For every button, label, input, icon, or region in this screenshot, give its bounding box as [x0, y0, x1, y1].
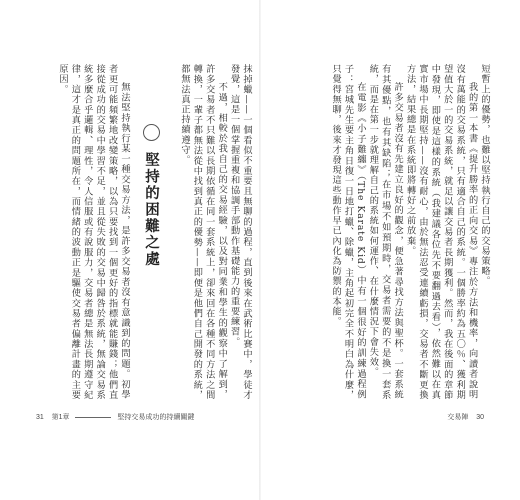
paragraph: 我的第一本書《提升勝率的正向交易》專注於方法和機率，向讀者說明沒有萬能的交易系統，只有適合自己的系統。一個勝率約為五〇％、獲利期望值大於一的交易系統，就足以讓交易者長期獲利。然而，我在後面的章節中發現，即使是這樣的系統（我建議各位先不要翻過去看），依然難以在真實市場中長期堅持——沒有耐心，由於無法忍受連續虧損，交易者不斷更換方法，結果總是在系統即將轉好之前放棄。: [404, 64, 478, 400]
running-title: 交易陣: [447, 414, 469, 421]
section-heading-text: 堅持的困難之處: [143, 152, 159, 268]
paragraph: 在電影《小子難纏》（The Karate Kid）中有一個很好的訓練過程例子：宮城先生要主角日復一日地打蠟、除蠟，主角起初完全不明白為什麼，只覺得無聊，後來才發現這些動作早已內化為防禦的本能。: [330, 64, 366, 400]
chapter-label: 第1章: [51, 414, 70, 421]
paragraph: 抹掉蠟——一個看似不重要且無聊的過程，直到後來在武術比賽中，學徒才發覺，這是一個掌握重複和協調手部動作基礎能力的重要練習。: [228, 64, 252, 400]
paragraph: 許多交易者沒有先建立良好的觀念，便急著尋找方法與聖杯。一套系統有其優點，也有其缺陷；在市場不如預期時，交易者需要的不是換一套系統，而是在第一步就理解自己的系統如何運作、在什麼情況下會失效。: [367, 64, 404, 400]
running-title: 堅持交易成功的持續關鍵: [117, 414, 195, 421]
left-page-body-upper: [170, 64, 252, 400]
page-number: 30: [476, 414, 484, 421]
heading-circle-icon: [143, 124, 160, 141]
page-number: 31: [36, 414, 44, 421]
page-gutter: [259, 0, 261, 500]
paragraph: 無法堅持執行某一種交易方法，是許多交易者沒有意識到的問題。初學者更可能頻繁地改變策略，以為只要找到一個更好的指標就能賺錢；他們直接從成功的交易中學習不足，並且從失敗的交易中歸咎於系統，無論交易系統多麼合乎邏輯、理性，令人信服或有說服力，交易者總是無法長期遵守紀律，這才是真正的問題所在，而情緒的波動正是驅使交易者偏離計畫的主要原因。: [56, 64, 130, 400]
left-page-body-lower: [34, 64, 130, 400]
left-page-footer: [36, 412, 194, 422]
right-page-footer: [447, 412, 484, 422]
right-page-body: [284, 64, 490, 400]
paragraph: 短暫上的優勢，也難以堅持執行自己的交易策略。: [479, 64, 490, 287]
paragraph: 不過，相較於我自己的交易經驗，以及對同業和學生的觀察中了解到，許多交易者不只難以長期依循在同一套系統上，卻來回在各種不同方法之間轉換，一輩子都無法從中找到真正的優勢——即便是他們自己開發的系統，都無法真正持續遵守。: [178, 64, 228, 400]
section-heading: [132, 124, 162, 274]
footer-rule: [75, 417, 111, 418]
